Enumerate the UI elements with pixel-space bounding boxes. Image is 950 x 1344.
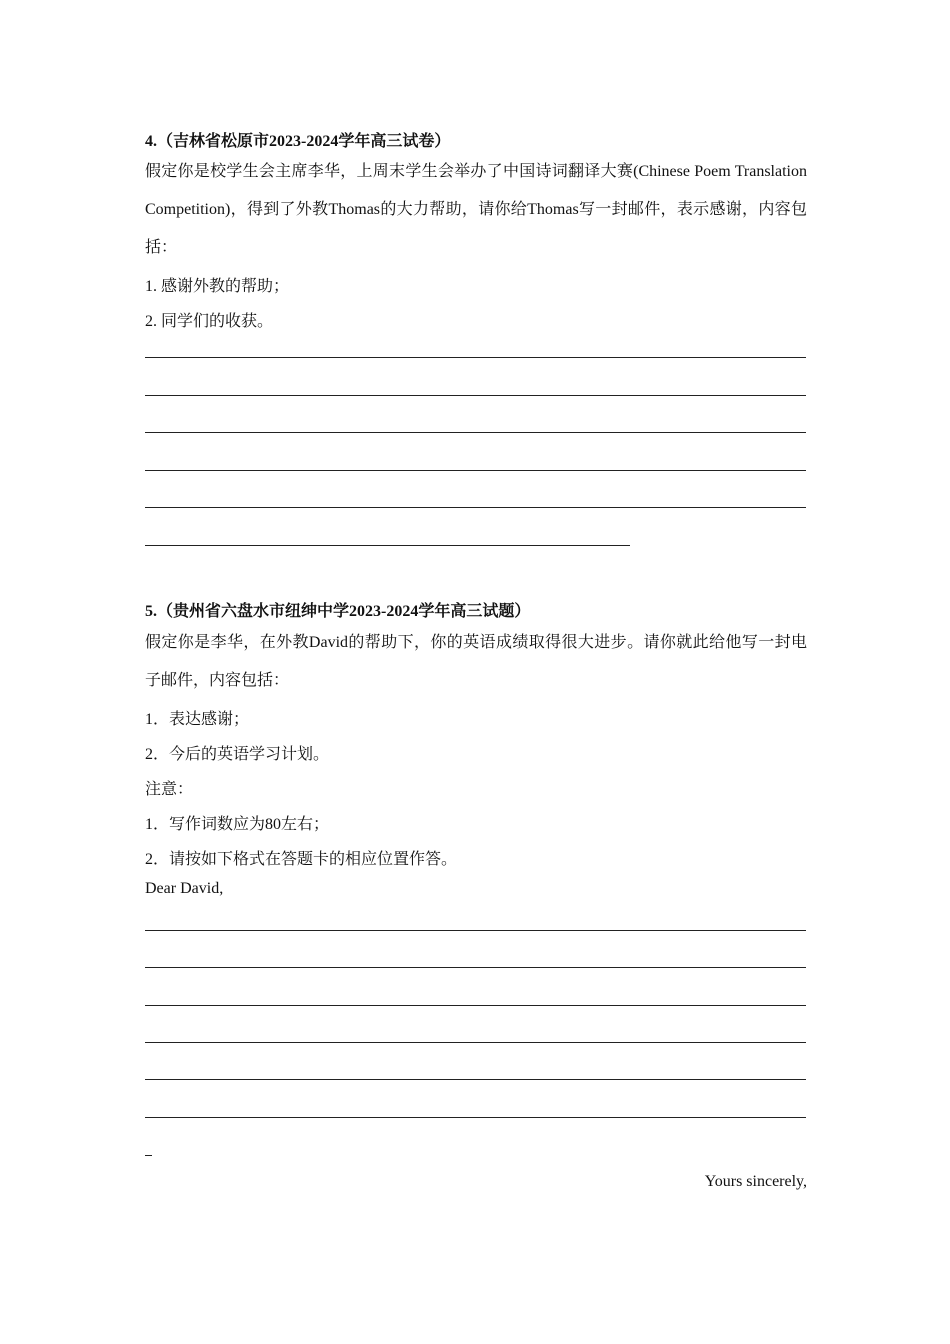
answer-line bbox=[145, 432, 806, 433]
question-4-heading: 4.（吉林省松原市2023-2024学年高三试卷） bbox=[145, 133, 451, 150]
answer-line bbox=[145, 1042, 806, 1043]
answer-line bbox=[145, 1079, 806, 1080]
question-5-note-1: 1．写作词数应为80左右； bbox=[145, 816, 330, 833]
question-5-point-1: 1．表达感谢； bbox=[145, 711, 250, 728]
answer-line bbox=[145, 545, 630, 546]
answer-line bbox=[145, 357, 806, 358]
answer-line bbox=[145, 470, 806, 471]
answer-line bbox=[145, 395, 806, 396]
question-5-point-2: 2．今后的英语学习计划。 bbox=[145, 746, 330, 763]
answer-line bbox=[145, 1117, 806, 1118]
answer-line bbox=[145, 967, 806, 968]
letter-closing: Yours sincerely, bbox=[704, 1173, 807, 1190]
question-4-point-1: 1. 感谢外教的帮助； bbox=[145, 278, 290, 295]
question-4-point-2: 2. 同学们的收获。 bbox=[145, 313, 274, 330]
letter-salutation: Dear David, bbox=[145, 880, 224, 897]
answer-line bbox=[145, 1005, 806, 1006]
question-4-prompt: 假定你是校学生会主席李华，上周末学生会举办了中国诗词翻译大赛(Chinese Poem Translation Competition)，得到了外教Thomas的大力帮助，请你给Thomas写一封邮件，表示感谢，内容包括： bbox=[145, 163, 807, 256]
question-5-notes-label: 注意： bbox=[145, 781, 194, 798]
answer-line bbox=[145, 1155, 152, 1156]
question-5-prompt: 假定你是李华，在外教David的帮助下，你的英语成绩取得很大进步。请你就此给他写一封电子邮件，内容包括： bbox=[145, 634, 807, 689]
question-5-heading: 5.（贵州省六盘水市纽绅中学2023-2024学年高三试题） bbox=[145, 603, 531, 620]
question-5-note-2: 2．请按如下格式在答题卡的相应位置作答。 bbox=[145, 851, 458, 868]
answer-line bbox=[145, 507, 806, 508]
answer-line bbox=[145, 930, 806, 931]
